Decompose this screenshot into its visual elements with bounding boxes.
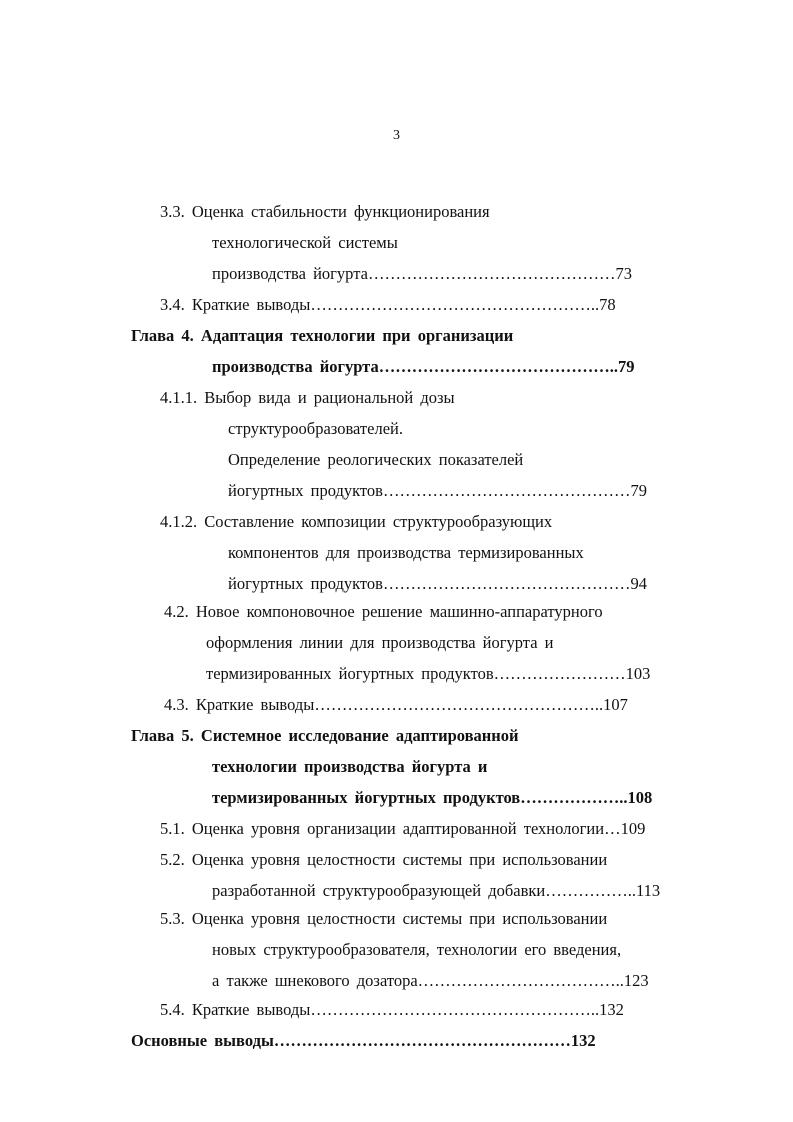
toc-entry-3-3-line-3: производства йогурта………………………………………73 [212, 264, 632, 283]
toc-chapter-4-line-1: Глава 4. Адаптация технологии при организации [131, 326, 514, 345]
toc-entry-4-1-2-line-3: йогуртных продуктов………………………………………94 [228, 574, 647, 593]
toc-entry-5-2-line-1: 5.2. Оценка уровня целостности системы при использовании [160, 850, 608, 869]
page-number: 3 [393, 128, 400, 143]
toc-entry-3-4: 3.4. Краткие выводы……………………………………………..78 [160, 295, 616, 314]
toc-entry-5-3-line-3: а также шнекового дозатора………………………………..123 [212, 971, 649, 990]
toc-entry-4-1-2-line-2: компонентов для производства термизированных [228, 543, 584, 562]
toc-chapter-5-line-3: термизированных йогуртных продуктов………………..108 [212, 788, 653, 807]
toc-entry-5-1: 5.1. Оценка уровня организации адаптированной технологии…109 [160, 819, 646, 838]
toc-chapter-5-line-2: технологии производства йогурта и [212, 757, 488, 776]
toc-entry-5-3-line-2: новых структурообразователя, технологии его введения, [212, 940, 622, 959]
toc-entry-4-1-2-line-1: 4.1.2. Составление композиции структурообразующих [160, 512, 553, 531]
toc-entry-5-4: 5.4. Краткие выводы……………………………………………..132 [160, 1000, 624, 1019]
toc-chapter-5-line-1: Глава 5. Системное исследование адаптированной [131, 726, 519, 745]
toc-main-conclusions: Основные выводы………………………………………………132 [131, 1031, 596, 1050]
toc-entry-3-3-line-2: технологической системы [212, 233, 398, 252]
toc-entry-4-1-1-line-2: структурообразователей. [228, 419, 403, 438]
toc-entry-4-1-1-line-3: Определение реологических показателей [228, 450, 524, 469]
toc-entry-4-2-line-2: оформления линии для производства йогурта и [206, 633, 554, 652]
toc-entry-4-1-1-line-4: йогуртных продуктов………………………………………79 [228, 481, 647, 500]
toc-entry-3-3-line-1: 3.3. Оценка стабильности функционирования [160, 202, 490, 221]
toc-entry-5-3-line-1: 5.3. Оценка уровня целостности системы при использовании [160, 909, 608, 928]
toc-entry-4-3: 4.3. Краткие выводы……………………………………………..107 [164, 695, 628, 714]
toc-entry-5-2-line-2: разработанной структурообразующей добавки……………..113 [212, 881, 661, 900]
toc-entry-4-2-line-3: термизированных йогуртных продуктов……………………103 [206, 664, 651, 683]
toc-chapter-4-line-2: производства йогурта……………………………………..79 [212, 357, 635, 376]
toc-entry-4-2-line-1: 4.2. Новое компоновочное решение машинно-аппаратурного [164, 602, 603, 621]
toc-entry-4-1-1-line-1: 4.1.1. Выбор вида и рациональной дозы [160, 388, 455, 407]
